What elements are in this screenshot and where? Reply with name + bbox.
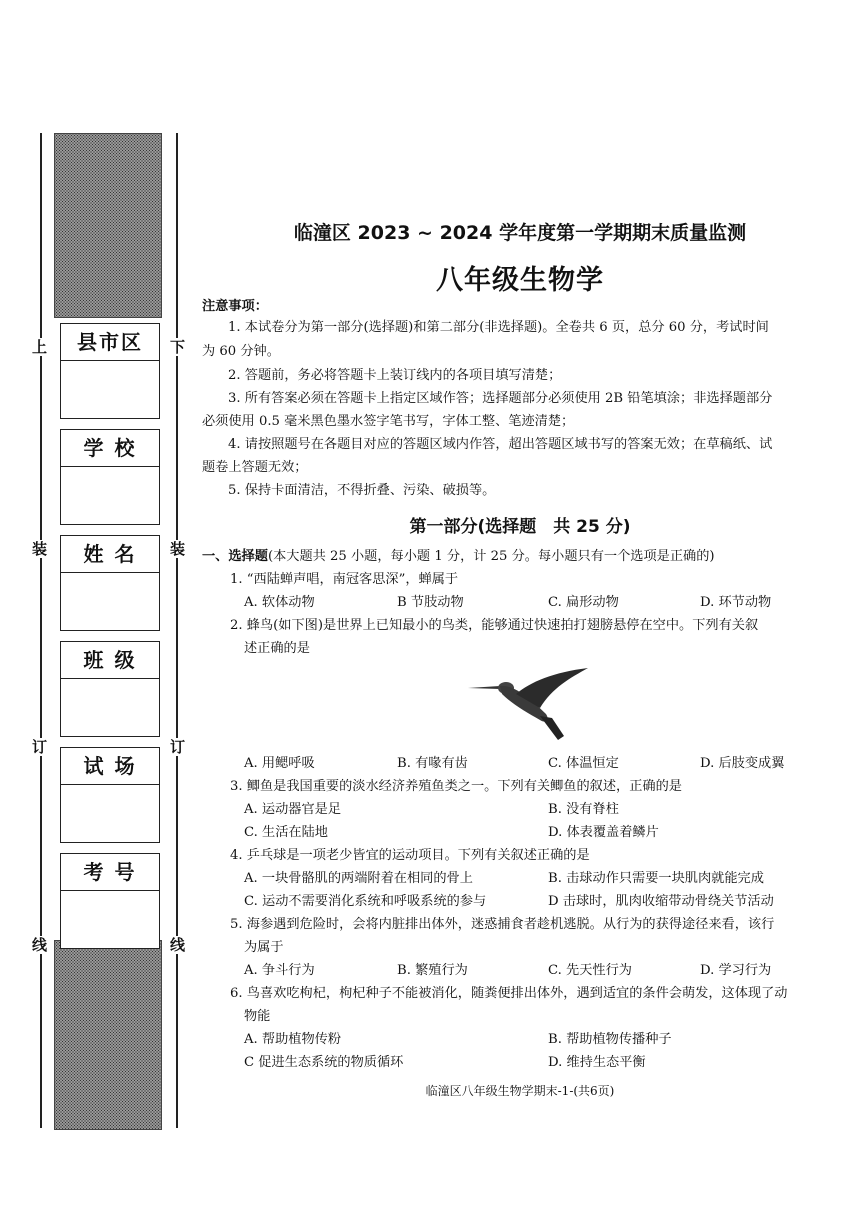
exam-title: 临潼区 2023 ~ 2024 学年度第一学期期末质量监测 — [293, 222, 747, 244]
notice-line: 2. 答题前，务必将答题卡上装订线内的各项目填写清楚； — [228, 368, 562, 383]
option: A. 争斗行为 — [244, 963, 315, 978]
section-intro — [202, 547, 715, 567]
binding-char-ding-right: 订 — [170, 738, 186, 756]
question-stem: 3. 鲫鱼是我国重要的淡水经济养殖鱼类之一。下列有关鲫鱼的叙述，正确的是 — [230, 779, 682, 794]
question-stem: 5. 海参遇到危险时，会将内脏排出体外，迷惑捕食者趁机逃脱。从行为的获得途径来看，该行 — [230, 917, 775, 932]
question-stem-cont: 物能 — [244, 1009, 271, 1024]
option: D. 维持生态平衡 — [548, 1055, 646, 1070]
field-county — [60, 323, 160, 419]
binding-char-zhuang-left: 装 — [32, 540, 48, 558]
hummingbird-figure — [466, 664, 592, 744]
binding-pattern-bottom — [54, 940, 162, 1130]
binding-char-zhuang-right: 装 — [170, 540, 186, 558]
option: B. 击球动作只需要一块肌肉就能完成 — [548, 871, 764, 886]
option: A. 帮助植物传粉 — [244, 1032, 342, 1047]
option: C 促进生态系统的物质循环 — [244, 1055, 404, 1070]
notice-line: 4. 请按照题号在各题目对应的答题区域内作答，超出答题区域书写的答案无效；在草稿纸、试 — [228, 437, 773, 452]
field-name-label: 姓 名 — [61, 536, 159, 573]
option: B. 没有脊柱 — [548, 802, 619, 817]
option: B. 有喙有齿 — [397, 756, 468, 771]
field-county-label: 县市区 — [61, 324, 159, 361]
option: C. 先天性行为 — [548, 963, 632, 978]
question-stem: 4. 乒乓球是一项老少皆宜的运动项目。下列有关叙述正确的是 — [230, 848, 590, 863]
field-exam-number — [60, 853, 160, 949]
field-name — [60, 535, 160, 631]
binding-pattern-top — [54, 133, 162, 318]
notice-line: 题卷上答题无效； — [202, 460, 308, 475]
field-exam-room — [60, 747, 160, 843]
binding-char-xian-right: 线 — [170, 936, 186, 954]
binding-char-xian-left: 线 — [32, 936, 48, 954]
question-stem: 1. “西陆蝉声唱，南冠客思深”，蝉属于 — [230, 572, 459, 587]
question-stem-cont: 述正确的是 — [244, 641, 310, 656]
option: D. 学习行为 — [700, 963, 772, 978]
binding-char-up: 上 — [32, 338, 48, 356]
option: A. 用鳃呼吸 — [244, 756, 315, 771]
field-class-label: 班 级 — [61, 642, 159, 679]
hummingbird-tail — [540, 716, 564, 740]
notice-line: 5. 保持卡面清洁，不得折叠、污染、破损等。 — [228, 483, 496, 498]
section-intro-text: (本大题共 25 小题，每小题 1 分，计 25 分。每小题只有一个选项是正确的) — [267, 549, 715, 564]
option: C. 生活在陆地 — [244, 825, 328, 840]
option: C. 扁形动物 — [548, 595, 619, 610]
field-exam-number-label: 考 号 — [61, 854, 159, 891]
page-footer: 临潼区八年级生物学期末-1-(共6页) — [425, 1084, 615, 1098]
binding-char-down: 下 — [170, 338, 186, 356]
option: C. 体温恒定 — [548, 756, 619, 771]
option: B 节肢动物 — [397, 595, 464, 610]
field-school — [60, 429, 160, 525]
notice-line: 1. 本试卷分为第一部分(选择题)和第二部分(非选择题)。全卷共 6 页，总分 60 分，考试时间 — [228, 320, 769, 335]
question-stem: 6. 鸟喜欢吃枸杞，枸杞种子不能被消化，随粪便排出体外，遇到适宜的条件会萌发，这体现了动 — [230, 986, 788, 1001]
option: D. 后肢变成翼 — [700, 756, 785, 771]
option: C. 运动不需要消化系统和呼吸系统的参与 — [244, 894, 487, 909]
notice-line: 为 60 分钟。 — [202, 344, 280, 359]
binding-line-outer — [40, 133, 42, 1128]
binding-line-inner — [176, 133, 178, 1128]
option: A. 一块骨骼肌的两端附着在相同的骨上 — [244, 871, 473, 886]
field-exam-room-label: 试 场 — [61, 748, 159, 785]
question-stem-cont: 为属于 — [244, 940, 284, 955]
binding-char-ding-left: 订 — [32, 738, 48, 756]
subject-title: 八年级生物学 — [436, 265, 604, 296]
option: B. 繁殖行为 — [397, 963, 468, 978]
notice-line: 必须使用 0.5 毫米黑色墨水签字笔书写，字体工整、笔迹清楚； — [202, 414, 575, 429]
section-intro-label: 一、选择题 — [202, 549, 268, 564]
notice-line: 3. 所有答案必须在答题卡上指定区域作答；选择题部分必须使用 2B 铅笔填涂；非选择题部分 — [228, 391, 773, 406]
option: D. 体表覆盖着鳞片 — [548, 825, 659, 840]
option: B. 帮助植物传播种子 — [548, 1032, 672, 1047]
option: D 击球时，肌肉收缩带动骨绕关节活动 — [548, 894, 774, 909]
option: D. 环节动物 — [700, 595, 772, 610]
field-class — [60, 641, 160, 737]
section-title: 第一部分(选择题 共 25 分) — [409, 517, 631, 537]
option: A. 运动器官是足 — [244, 802, 342, 817]
option: A. 软体动物 — [244, 595, 315, 610]
field-school-label: 学 校 — [61, 430, 159, 467]
hummingbird-beak — [468, 686, 500, 689]
notice-heading: 注意事项： — [202, 299, 268, 314]
question-stem: 2. 蜂鸟(如下图)是世界上已知最小的鸟类，能够通过快速拍打翅膀悬停在空中。下列有关叙 — [230, 618, 759, 633]
